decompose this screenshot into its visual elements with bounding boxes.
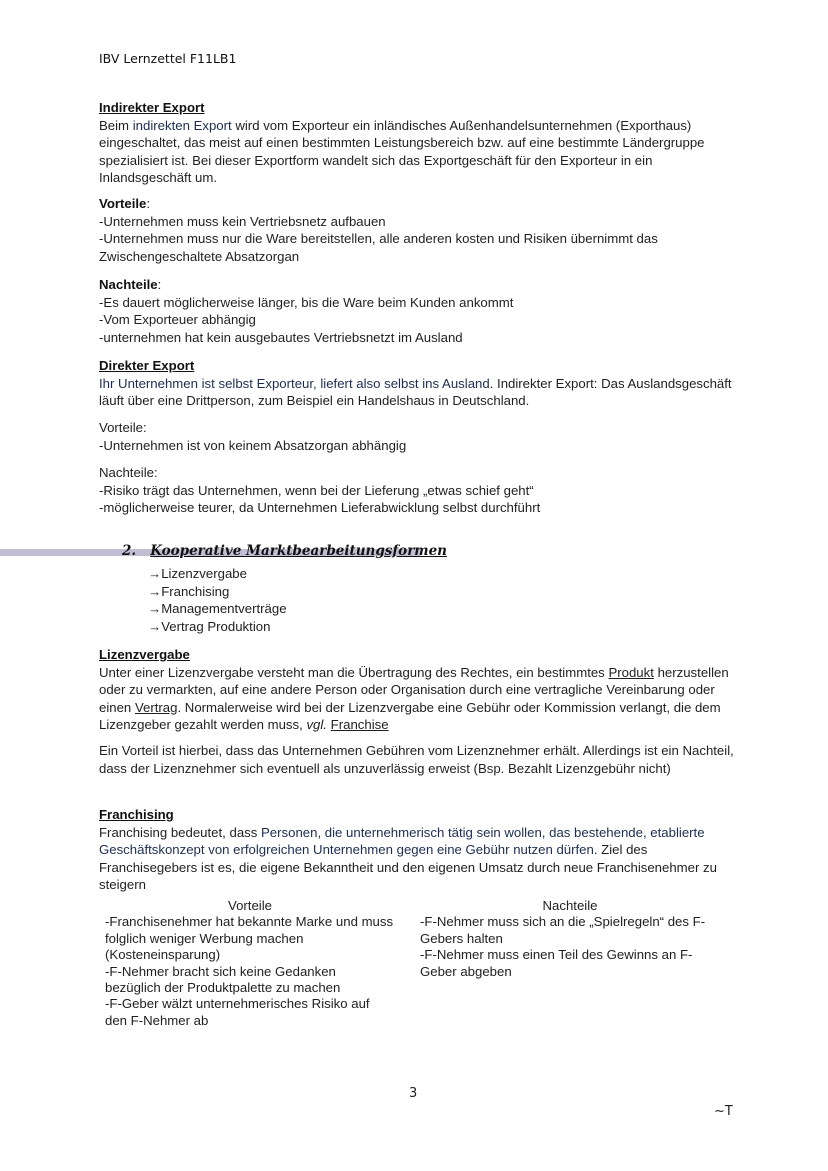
vorteile-label: Vorteile: [99, 420, 147, 435]
text-span: Beim [99, 117, 133, 133]
paragraph-vorteil-nachteil: Ein Vorteil ist hierbei, dass das Unternehmen Gebühren vom Lizenznehmer erhält. Allerdings ist ein Nachteil, dass der Lizenznehmer sich eventuell als unzuverlässig erweist (Bsp. Bezahlt Lizenzgebühr nicht) [99, 743, 734, 776]
list-item: →Lizenzvergabe [148, 566, 247, 581]
heading-indirekter-export: Indirekter Export [99, 100, 205, 115]
link-franchise[interactable]: Franchise [330, 717, 389, 733]
section-title-text: Kooperative Marktbearbeitungsformen [150, 543, 447, 559]
label-colon: : [157, 277, 162, 292]
label-text: Vorteile [99, 196, 147, 211]
franchising-nachteile-column [420, 898, 720, 980]
direkt-nachteile [99, 464, 739, 517]
text-vgl: vgl. [306, 717, 327, 733]
signature: ~T [714, 1104, 733, 1119]
section-indirekter-export [99, 99, 739, 187]
section-direkter-export [99, 357, 739, 410]
lizenzvergabe-paragraph-2 [99, 742, 739, 777]
list-item: -Unternehmen ist von keinem Absatzorgan abhängig [99, 437, 407, 453]
page-number: 3 [409, 1086, 418, 1101]
section-number: 2. [122, 543, 137, 559]
paragraph-indirekter-export [99, 117, 739, 187]
label-colon: : [146, 196, 151, 211]
kooperative-list [148, 565, 287, 635]
text-span: Franchising bedeutet, dass [99, 824, 262, 840]
list-item: →Vertrag Produktion [148, 618, 271, 634]
list-item: -F-Nehmer bracht sich keine Gedanken bezüglich der Produktpalette zu machen [105, 963, 341, 996]
indirekt-nachteile [99, 276, 739, 346]
text-span: . Normalerweise wird bei der Lizenzvergabe eine Gebühr oder Kommission verlangt, die dem Lizenzgeber gezahlt werden muss, [99, 699, 721, 733]
label-text: Nachteile [99, 277, 158, 292]
heading-franchising: Franchising [99, 807, 174, 822]
column-header-nachteile: Nachteile [542, 898, 598, 913]
list-item: -Vom Exporteuer abhängig [99, 312, 256, 328]
text-span: . Indirekter Export: Das Auslandsgeschäft läuft über eine Drittperson, zum Beispiel ein Handelshaus in Deutschland. [99, 375, 732, 409]
indirekt-vorteile [99, 195, 739, 265]
direkt-vorteile [99, 419, 739, 454]
paragraph-lizenzvergabe [99, 664, 739, 734]
vorteile-label [99, 195, 739, 213]
list-item: -F-Geber wälzt unternehmerisches Risiko auf den F-Nehmer ab [105, 996, 370, 1028]
list-item: -Es dauert möglicherweise länger, bis die Ware beim Kunden ankommt [99, 294, 514, 310]
heading-lizenzvergabe: Lizenzvergabe [99, 647, 190, 662]
list-item: -F-Nehmer muss sich an die „Spielregeln“ des F-Gebers halten [420, 914, 706, 946]
list-item: -Franchisenehmer hat bekannte Marke und muss folglich weniger Werbung machen (Kosteneinsparung) [105, 914, 394, 963]
franchising-vorteile-column [105, 898, 395, 1029]
text-span-highlight: Personen, die unternehmerisch tätig sein wollen, das bestehende, etablierte Geschäftskonzept von erfolgreichen Unternehmen gegen eine Gebühr nutzen dürfen [99, 824, 705, 858]
section-title-kooperative [122, 543, 447, 559]
nachteile-label: Nachteile: [99, 465, 158, 480]
section-franchising [99, 806, 727, 894]
list-item: -unternehmen hat kein ausgebautes Vertriebsnetzt im Ausland [99, 329, 463, 345]
nachteile-label [99, 276, 739, 294]
text-span-highlight: indirekten Export [132, 117, 232, 133]
paragraph-franchising [99, 824, 727, 894]
list-item: -Unternehmen muss kein Vertriebsnetz aufbauen [99, 213, 386, 229]
column-header-vorteile: Vorteile [228, 898, 272, 913]
list-item: -Unternehmen muss nur die Ware bereitstellen, alle anderen kosten und Risiken übernimmt das Zwischengeschaltete Absatzorgan [99, 231, 658, 264]
text-span: wird vom Exporteur ein inländisches Außenhandelsunternehmen (Exporthaus) eingeschaltet, das meist auf einen bestimmten Leistungsbereich bzw. auf eine bestimmte Ländergruppe spezialisiert ist. Bei dieser Exportform wandelt sich das Exportgeschäft für den Exporteur in ein Inlandsgeschäft um. [99, 117, 705, 186]
list-item: -Risiko trägt das Unternehmen, wenn bei der Lieferung „etwas schief geht“ [99, 482, 534, 498]
text-span-highlight: Ihr Unternehmen ist selbst Exporteur, liefert also selbst ins Ausland [99, 375, 490, 391]
section-lizenzvergabe [99, 646, 739, 734]
list-item: →Managementverträge [148, 601, 287, 617]
text-span: herzustellen oder zu vermarkten, auf eine andere Person oder Organisation durch eine vertragliche Vereinbarung oder einen [99, 664, 729, 715]
text-span: Unter einer Lizenzvergabe versteht man die Übertragung des Rechtes, ein bestimmtes [99, 664, 609, 680]
list-item: -F-Nehmer muss einen Teil des Gewinns an F-Geber abgeben [420, 947, 693, 979]
heading-direkter-export: Direkter Export [99, 358, 195, 373]
list-item: -möglicherweise teurer, da Unternehmen Lieferabwicklung selbst durchführt [99, 500, 541, 516]
paragraph-direkter-export [99, 375, 739, 410]
link-produkt[interactable]: Produkt [608, 664, 654, 680]
document-header: IBV Lernzettel F11LB1 [99, 51, 237, 66]
list-item: →Franchising [148, 583, 230, 599]
text-span: . Ziel des Franchisegebers ist es, die eigene Bekanntheit und den eigenen Umsatz durch neue Franchisenehmer zu steigern [99, 842, 717, 893]
link-vertrag[interactable]: Vertrag [134, 699, 178, 715]
